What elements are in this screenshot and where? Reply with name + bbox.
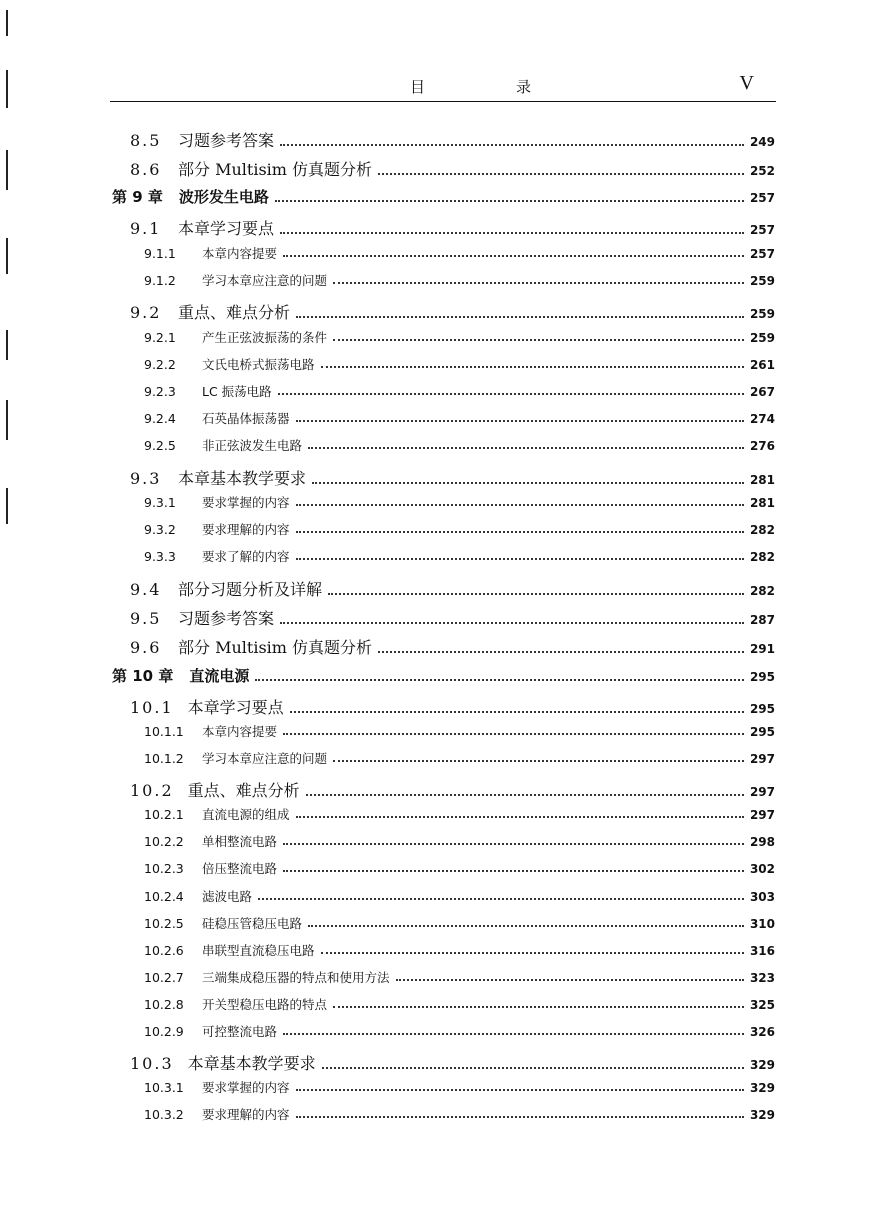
toc-entry-number: 10.3.2 <box>144 1107 184 1122</box>
dot-leader <box>283 1032 744 1035</box>
toc-entry-page: 310 <box>749 917 775 931</box>
dot-leader <box>278 392 744 395</box>
dot-leader <box>296 503 744 506</box>
toc-entry-page: 329 <box>749 1108 775 1122</box>
toc-entry-title: 学习本章应注意的问题 <box>202 751 328 766</box>
toc-entry-number: 10.1 <box>130 698 174 717</box>
dot-leader <box>296 1115 744 1118</box>
toc-entry-page: 257 <box>749 223 775 237</box>
toc-entry-number: 9.2.2 <box>144 357 176 372</box>
toc-entry-title: 部分 Multisim 仿真题分析 <box>178 160 373 179</box>
dot-leader <box>296 530 744 533</box>
toc-entry-page: 316 <box>749 944 775 958</box>
toc-entry-page: 298 <box>749 835 775 849</box>
toc-entry-title: 倍压整流电路 <box>202 861 278 876</box>
dot-leader <box>312 481 744 484</box>
toc-entry-title: 单相整流电路 <box>202 834 278 849</box>
toc-entry-title: 部分习题分析及详解 <box>178 580 323 599</box>
toc-entry-page: 281 <box>749 473 775 487</box>
toc-entry-title: 直流电源的组成 <box>202 807 290 822</box>
toc-entry-sub[interactable] <box>144 328 775 346</box>
dot-leader <box>322 1066 744 1069</box>
toc-entry-number: 9.2.3 <box>144 384 176 399</box>
toc-entry-number: 9.3.1 <box>144 495 176 510</box>
toc-entry-title: 要求了解的内容 <box>202 549 290 564</box>
toc-entry-page: 282 <box>749 584 775 598</box>
toc-entry-title: 本章内容提要 <box>202 724 278 739</box>
toc-entry-section[interactable] <box>130 635 775 658</box>
toc-entry-number: 10.2.2 <box>144 834 184 849</box>
toc-entry-sub[interactable] <box>144 859 775 877</box>
toc-entry-section[interactable] <box>130 1051 775 1074</box>
toc-entry-number: 8.6 <box>130 160 162 179</box>
toc-entry-sub[interactable] <box>144 409 775 427</box>
dot-leader <box>275 199 744 202</box>
toc-entry-sub[interactable] <box>144 722 775 740</box>
dot-leader <box>378 172 744 175</box>
toc-entry-page: 261 <box>749 358 775 372</box>
dot-leader <box>308 924 744 927</box>
dot-leader <box>283 732 744 735</box>
toc-entry-title: 滤波电路 <box>202 889 253 904</box>
toc-entry-page: 297 <box>749 752 775 766</box>
toc-entry-number: 10.1.1 <box>144 724 184 739</box>
toc-entry-number: 8.5 <box>130 131 162 150</box>
dot-leader <box>308 446 744 449</box>
toc-entry-number: 10.3 <box>130 1054 174 1073</box>
scan-edge-mark <box>6 70 8 108</box>
toc-entry-page: 323 <box>749 971 775 985</box>
toc-entry-page: 295 <box>749 702 775 716</box>
toc-entry-title: 习题参考答案 <box>178 609 275 628</box>
toc-entry-page: 274 <box>749 412 775 426</box>
toc-entry-sub[interactable] <box>144 244 775 262</box>
toc-entry-section[interactable] <box>130 157 775 180</box>
toc-entry-page: 259 <box>749 274 775 288</box>
toc-entry-sub[interactable] <box>144 436 775 454</box>
toc-entry-number: 9.2.4 <box>144 411 176 426</box>
toc-entry-title: LC 振荡电路 <box>202 384 272 399</box>
toc-entry-page: 259 <box>749 307 775 321</box>
scan-edge-mark <box>6 150 8 190</box>
toc-entry-page: 287 <box>749 613 775 627</box>
toc-entry-number: 9.3.3 <box>144 549 176 564</box>
toc-entry-number: 9.3 <box>130 469 162 488</box>
toc-entry-page: 302 <box>749 862 775 876</box>
toc-entry-number: 10.2 <box>130 781 174 800</box>
toc-entry-section[interactable] <box>130 695 775 718</box>
scan-edge-mark <box>6 488 8 524</box>
toc-entry-section[interactable] <box>130 300 775 323</box>
toc-entry-number: 10.1.2 <box>144 751 184 766</box>
toc-entry-title: 波形发生电路 <box>178 188 269 206</box>
toc-entry-title: 非正弦波发生电路 <box>202 438 303 453</box>
toc-entry-sub[interactable] <box>144 547 775 565</box>
toc-entry-section[interactable] <box>130 778 775 801</box>
scan-edge-mark <box>6 330 8 360</box>
toc-entry-title: 三端集成稳压器的特点和使用方法 <box>202 970 390 985</box>
toc-entry-number: 9.1.1 <box>144 246 176 261</box>
dot-leader <box>296 315 744 318</box>
toc-entry-section[interactable] <box>130 606 775 629</box>
toc-entry-title: 部分 Multisim 仿真题分析 <box>178 638 373 657</box>
toc-entry-number: 10.3.1 <box>144 1080 184 1095</box>
toc-entry-number: 10.2.8 <box>144 997 184 1012</box>
dot-leader <box>321 365 744 368</box>
toc-entry-title: 习题参考答案 <box>178 131 275 150</box>
toc-entry-sub[interactable] <box>144 1105 775 1123</box>
dot-leader <box>396 978 744 981</box>
toc-entry-sub[interactable] <box>144 1022 775 1040</box>
scan-edge-mark <box>6 10 8 36</box>
toc-entry-sub[interactable] <box>144 493 775 511</box>
dot-leader <box>333 759 744 762</box>
toc-entry-number: 10.2.5 <box>144 916 184 931</box>
dot-leader <box>296 419 744 422</box>
scan-edge-mark <box>6 400 8 440</box>
dot-leader <box>255 678 744 681</box>
toc-entry-number: 9.1 <box>130 219 162 238</box>
toc-entry-number: 9.6 <box>130 638 162 657</box>
toc-entry-sub[interactable] <box>144 749 775 767</box>
dot-leader <box>378 650 744 653</box>
toc-entry-sub[interactable] <box>144 887 775 905</box>
toc-entry-page: 303 <box>749 890 775 904</box>
toc-entry-page: 257 <box>749 191 775 205</box>
toc-entry-title: 本章基本教学要求 <box>178 469 307 488</box>
dot-leader <box>290 710 744 713</box>
dot-leader <box>328 592 744 595</box>
toc-entry-page: 267 <box>749 385 775 399</box>
toc-entry-sub[interactable] <box>144 271 775 289</box>
toc-entry-sub[interactable] <box>144 520 775 538</box>
toc-entry-number: 第 10 章 <box>112 667 174 685</box>
toc-entry-title: 本章学习要点 <box>187 698 284 717</box>
toc-entry-page: 281 <box>749 496 775 510</box>
toc-entry-title: 串联型直流稳压电路 <box>202 943 315 958</box>
toc-entry-sub[interactable] <box>144 968 775 986</box>
toc-entry-sub[interactable] <box>144 382 775 400</box>
toc-entry-title: 本章基本教学要求 <box>187 1054 316 1073</box>
toc-entry-page: 295 <box>749 725 775 739</box>
toc-entry-page: 249 <box>749 135 775 149</box>
toc-entry-sub[interactable] <box>144 941 775 959</box>
toc-entry-title: 产生正弦波振荡的条件 <box>202 330 328 345</box>
toc-entry-page: 325 <box>749 998 775 1012</box>
toc-entry-title: 可控整流电路 <box>202 1024 278 1039</box>
toc-entry-title: 要求掌握的内容 <box>202 495 290 510</box>
toc-entry-section[interactable] <box>130 216 775 239</box>
toc-entry-sub[interactable] <box>144 832 775 850</box>
toc-entry-sub[interactable] <box>144 995 775 1013</box>
toc-entry-number: 9.2 <box>130 303 162 322</box>
dot-leader <box>283 254 744 257</box>
toc-entry-number: 10.2.7 <box>144 970 184 985</box>
toc-entry-number: 9.2.1 <box>144 330 176 345</box>
toc-entry-title: 硅稳压管稳压电路 <box>202 916 303 931</box>
toc-entry-page: 259 <box>749 331 775 345</box>
toc-entry-sub[interactable] <box>144 805 775 823</box>
toc-entry-sub[interactable] <box>144 355 775 373</box>
scan-edge-mark <box>6 238 8 274</box>
dot-leader <box>333 338 744 341</box>
toc-entry-page: 329 <box>749 1058 775 1072</box>
dot-leader <box>296 815 744 818</box>
dot-leader <box>280 231 744 234</box>
toc-entry-title: 直流电源 <box>189 667 250 685</box>
dot-leader <box>283 869 744 872</box>
dot-leader <box>333 281 744 284</box>
toc-entry-chapter[interactable] <box>112 665 775 686</box>
toc-entry-number: 10.2.4 <box>144 889 184 904</box>
toc-entry-title: 要求理解的内容 <box>202 1107 290 1122</box>
toc-entry-section[interactable] <box>130 466 775 489</box>
toc-entry-sub[interactable] <box>144 914 775 932</box>
dot-leader <box>280 621 744 624</box>
dot-leader <box>321 951 744 954</box>
toc-entry-number: 10.2.9 <box>144 1024 184 1039</box>
toc-entry-title: 开关型稳压电路的特点 <box>202 997 328 1012</box>
toc-entry-page: 282 <box>749 550 775 564</box>
toc-entry-page: 291 <box>749 642 775 656</box>
toc-entry-page: 295 <box>749 670 775 684</box>
toc-entry-number: 9.2.5 <box>144 438 176 453</box>
dot-leader <box>280 143 744 146</box>
toc-entry-page: 297 <box>749 808 775 822</box>
toc-entry-number: 10.2.6 <box>144 943 184 958</box>
dot-leader <box>306 793 744 796</box>
toc-entry-section[interactable] <box>130 128 775 151</box>
toc-entry-section[interactable] <box>130 577 775 600</box>
toc-entry-title: 要求理解的内容 <box>202 522 290 537</box>
toc-entry-page: 252 <box>749 164 775 178</box>
toc-entry-title: 要求掌握的内容 <box>202 1080 290 1095</box>
toc-entry-page: 276 <box>749 439 775 453</box>
toc-entry-number: 9.3.2 <box>144 522 176 537</box>
toc-entry-title: 文氏电桥式振荡电路 <box>202 357 315 372</box>
toc-entry-page: 282 <box>749 523 775 537</box>
toc-entry-page: 297 <box>749 785 775 799</box>
toc-entry-page: 326 <box>749 1025 775 1039</box>
toc-entry-page: 329 <box>749 1081 775 1095</box>
dot-leader <box>333 1005 744 1008</box>
toc-entry-sub[interactable] <box>144 1078 775 1096</box>
toc-entry-number: 10.2.1 <box>144 807 184 822</box>
toc-entry-chapter[interactable] <box>112 186 775 207</box>
header-page-number: V <box>739 72 754 94</box>
dot-leader <box>258 897 744 900</box>
toc-entry-title: 重点、难点分析 <box>187 781 300 800</box>
toc-entry-title: 本章学习要点 <box>178 219 275 238</box>
toc-entry-number: 9.5 <box>130 609 162 628</box>
toc-entry-number: 9.4 <box>130 580 162 599</box>
toc-entry-title: 本章内容提要 <box>202 246 278 261</box>
toc-entry-page: 257 <box>749 247 775 261</box>
dot-leader <box>296 1088 744 1091</box>
toc-entry-title: 石英晶体振荡器 <box>202 411 290 426</box>
toc-entry-number: 9.1.2 <box>144 273 176 288</box>
page-header <box>110 72 776 102</box>
toc-entry-title: 学习本章应注意的问题 <box>202 273 328 288</box>
header-title: 目 录 <box>410 78 570 96</box>
toc-entry-number: 第 9 章 <box>112 188 163 206</box>
dot-leader <box>296 557 744 560</box>
dot-leader <box>283 842 744 845</box>
header-rule <box>110 101 776 102</box>
toc-entry-number: 10.2.3 <box>144 861 184 876</box>
toc-entry-title: 重点、难点分析 <box>178 303 291 322</box>
